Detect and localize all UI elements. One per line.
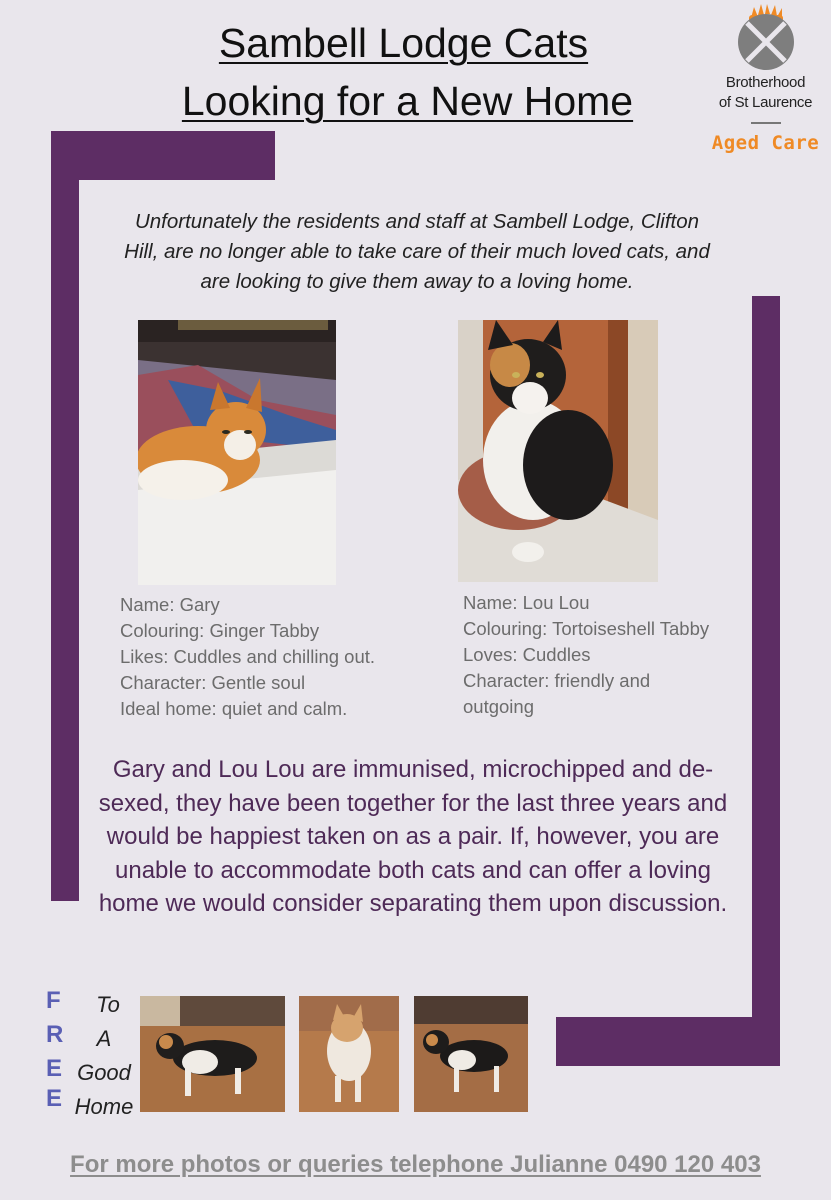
lou-lou-photo — [458, 320, 658, 582]
free-letters — [46, 986, 68, 1114]
lou-lou-info-line: outgoing — [463, 696, 534, 717]
free-letter: E — [46, 1055, 63, 1082]
poster-title-line2: Looking for a New Home — [181, 78, 634, 124]
free-letter: E — [46, 1085, 63, 1112]
lou-lou-info-line: Loves: Cuddles — [463, 644, 591, 665]
purple-bar-bottom — [556, 1017, 780, 1066]
logo-tagline: Aged Care — [711, 132, 820, 154]
lou-lou-info-line: Colouring: Tortoiseshell Tabby — [463, 618, 710, 639]
poster-title-line1: Sambell Lodge Cats — [218, 20, 589, 66]
lou-lou-info — [463, 590, 763, 720]
purple-bar-left — [51, 131, 79, 901]
free-word: A — [96, 1026, 112, 1051]
thumb-photo-1 — [140, 996, 285, 1112]
purple-bar-top — [51, 131, 275, 180]
free-letter: F — [46, 987, 61, 1014]
free-words — [66, 988, 142, 1124]
lou-lou-info-line: Character: friendly and — [463, 670, 651, 691]
thumb-photo-3 — [414, 996, 528, 1112]
gary-info-line: Character: Gentle soul — [120, 672, 306, 693]
logo-org-line2: of St Laurence — [718, 94, 813, 111]
gary-photo — [138, 320, 336, 585]
logo-org-line1: Brotherhood — [725, 74, 806, 91]
thumb-photo-2 — [299, 996, 399, 1112]
free-word: Good — [77, 1060, 131, 1085]
contact-footer: For more photos or queries telephone Julianne 0490 120 403 — [70, 1151, 761, 1178]
free-letter: R — [46, 1021, 64, 1048]
lou-lou-info-line: Name: Lou Lou — [463, 592, 590, 613]
free-word: Home — [74, 1094, 134, 1119]
brotherhood-logo — [700, 4, 831, 174]
brotherhood-cross-sun-icon — [731, 4, 801, 72]
gary-info-line: Name: Gary — [120, 594, 220, 615]
logo-divider — [751, 122, 781, 124]
gary-info-line: Colouring: Ginger Tabby — [120, 620, 320, 641]
intro-text: Unfortunately the residents and staff at Sambell Lodge, Clifton Hill, are no longer able to take care of their much loved cats, and are looking to give them away to a loving home. — [124, 210, 710, 293]
gary-info — [120, 592, 440, 722]
adoption-paragraph: Gary and Lou Lou are immunised, microchipped and de-sexed, they have been together for the last three years and would be happiest taken on as a pair. If, however, you are unable to accommodate both cats and can offer a loving home we would consider separating them upon discussion. — [98, 756, 728, 917]
gary-info-line: Ideal home: quiet and calm. — [120, 698, 348, 719]
gary-info-line: Likes: Cuddles and chilling out. — [120, 646, 376, 667]
free-word: To — [96, 992, 120, 1017]
